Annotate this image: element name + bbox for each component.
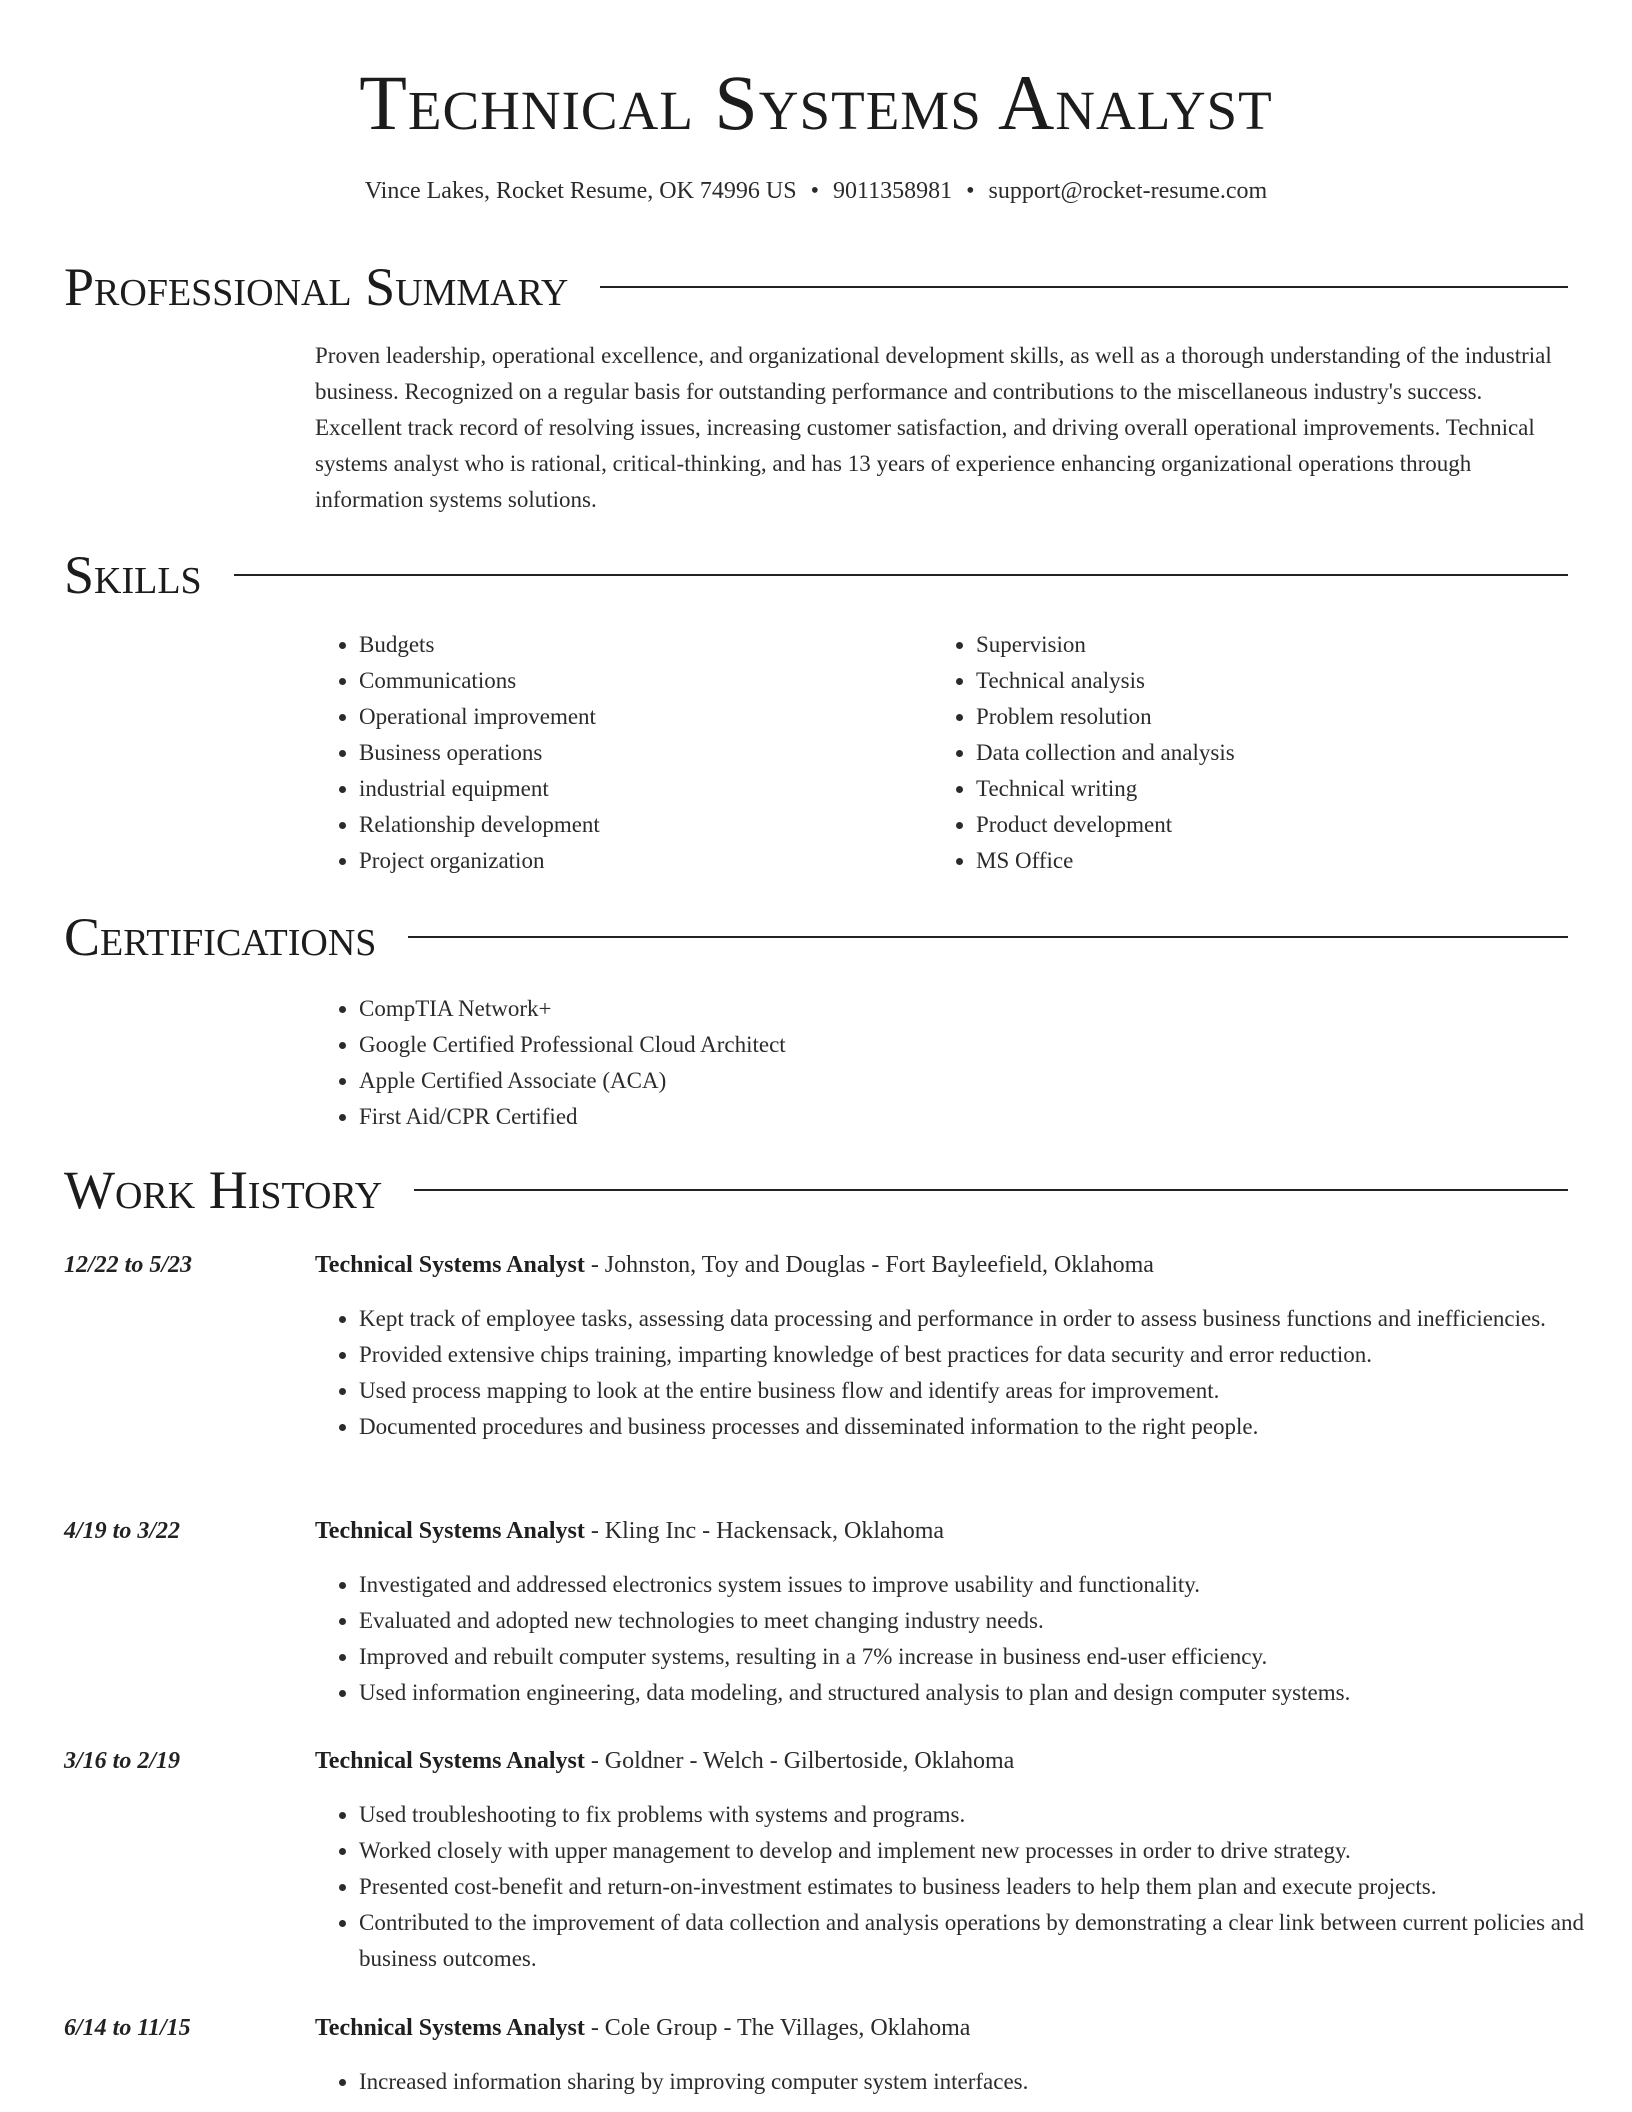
skill-item: • Project organization <box>359 843 895 879</box>
section-divider <box>408 936 1568 938</box>
contact-email: support@rocket-resume.com <box>988 178 1268 204</box>
skill-item: • Data collection and analysis <box>976 735 1532 771</box>
job-employer: - Cole Group - The Villages, Oklahoma <box>584 2015 971 2041</box>
contact-separator: • <box>966 178 975 204</box>
job-title: Technical Systems Analyst <box>315 2015 585 2041</box>
skills-heading: Skills <box>64 545 202 605</box>
job-dates: 4/19 to 3/22 <box>64 1518 181 1544</box>
resume-title: Technical Systems Analyst <box>359 59 1273 146</box>
job-bullet: • Worked closely with upper management to develop and implement new processes in order to drive strategy. <box>359 1833 1614 1869</box>
skill-item: • industrial equipment <box>359 771 895 807</box>
skill-item: • Budgets <box>359 627 895 663</box>
certification-item: • Apple Certified Associate (ACA) <box>359 1063 1315 1099</box>
summary-section-header <box>64 257 1568 317</box>
certification-item: • CompTIA Network+ <box>359 991 1315 1027</box>
job-title: Technical Systems Analyst <box>315 1252 585 1278</box>
certifications-block <box>315 991 1315 1135</box>
job-dates: 6/14 to 11/15 <box>64 2015 191 2041</box>
job-bullet: • Used troubleshooting to fix problems with systems and programs. <box>359 1797 1614 1833</box>
job-bullet: • Used information engineering, data modeling, and structured analysis to plan and design computer systems. <box>359 1675 1614 1711</box>
skill-item: • Supervision <box>976 627 1532 663</box>
certification-item: • First Aid/CPR Certified <box>359 1099 1315 1135</box>
contact-line <box>0 175 1632 207</box>
skill-item: • Technical writing <box>976 771 1532 807</box>
certifications-section-header <box>64 907 1568 967</box>
job-bullet: • Evaluated and adopted new technologies to meet changing industry needs. <box>359 1603 1614 1639</box>
job-employer: - Johnston, Toy and Douglas - Fort Bayleefield, Oklahoma <box>584 1252 1154 1278</box>
contact-separator: • <box>810 178 819 204</box>
job-bullet: • Documented procedures and business processes and disseminated information to the right people. <box>359 1409 1614 1445</box>
skills-section-header <box>64 545 1568 605</box>
certifications-list <box>315 991 1315 1135</box>
section-divider <box>414 1189 1568 1191</box>
job-bullets <box>315 1797 1614 1977</box>
section-divider <box>600 286 1568 288</box>
job-title: Technical Systems Analyst <box>315 1748 585 1774</box>
skill-item: • Product development <box>976 807 1532 843</box>
job-bullet: • Used process mapping to look at the entire business flow and identify areas for improvement. <box>359 1373 1614 1409</box>
skill-item: • Relationship development <box>359 807 895 843</box>
summary-heading: Professional Summary <box>64 257 569 317</box>
job-bullet: • Kept track of employee tasks, assessing data processing and performance in order to assess business functions and inefficiencies. <box>359 1301 1614 1337</box>
job-bullet: • Presented cost-benefit and return-on-investment estimates to business leaders to help them plan and execute projects. <box>359 1869 1614 1905</box>
skill-item: • Business operations <box>359 735 895 771</box>
job-bullet: • Provided extensive chips training, imparting knowledge of best practices for data security and error reduction. <box>359 1337 1614 1373</box>
work-history-section-header <box>64 1160 1568 1220</box>
summary-text: Proven leadership, operational excellence, and organizational development skills, as well as a thorough understanding of the industrial business. Recognized on a regular basis for outstanding performance and contributions to the miscellaneous industry's success. Excellent track record of resolving issues, increasing customer satisfaction, and driving overall operational improvements. Technical systems analyst who is rational, critical-thinking, and has 13 years of experience enhancing organizational operations through information systems solutions. <box>315 343 1552 512</box>
skill-item: • Operational improvement <box>359 699 895 735</box>
job-bullet: • Increased information sharing by improving computer system interfaces. <box>359 2064 1614 2100</box>
skills-column-left <box>315 627 895 879</box>
job-title: Technical Systems Analyst <box>315 1518 585 1544</box>
job-dates: 12/22 to 5/23 <box>64 1252 193 1278</box>
contact-phone: 9011358981 <box>833 178 953 204</box>
job-title-line <box>315 1513 944 1549</box>
section-divider <box>234 574 1568 576</box>
skills-list-right <box>932 627 1532 879</box>
job-employer: - Kling Inc - Hackensack, Oklahoma <box>584 1518 945 1544</box>
job-dates: 3/16 to 2/19 <box>64 1748 181 1774</box>
work-history-heading: Work History <box>64 1160 383 1220</box>
job-bullet: • Improved and rebuilt computer systems, resulting in a 7% increase in business end-user efficiency. <box>359 1639 1614 1675</box>
job-title-line <box>315 2010 970 2046</box>
skill-item: • MS Office <box>976 843 1532 879</box>
skill-item: • Problem resolution <box>976 699 1532 735</box>
certifications-heading: Certifications <box>64 907 377 967</box>
skills-list-left <box>315 627 895 879</box>
contact-address: Vince Lakes, Rocket Resume, OK 74996 US <box>364 178 797 204</box>
job-bullet: • Contributed to the improvement of data collection and analysis operations by demonstrating a clear link between current policies and business outcomes. <box>359 1905 1614 1977</box>
job-bullets <box>315 2064 1614 2100</box>
skill-item: • Communications <box>359 663 895 699</box>
job-bullets <box>315 1567 1614 1711</box>
skills-column-right <box>932 627 1532 879</box>
job-bullet: • Investigated and addressed electronics system issues to improve usability and functionality. <box>359 1567 1614 1603</box>
certification-item: • Google Certified Professional Cloud Architect <box>359 1027 1315 1063</box>
job-title-line <box>315 1743 1014 1779</box>
skill-item: • Technical analysis <box>976 663 1532 699</box>
job-bullets <box>315 1301 1614 1445</box>
job-title-line <box>315 1247 1154 1283</box>
job-employer: - Goldner - Welch - Gilbertoside, Oklahoma <box>584 1748 1015 1774</box>
